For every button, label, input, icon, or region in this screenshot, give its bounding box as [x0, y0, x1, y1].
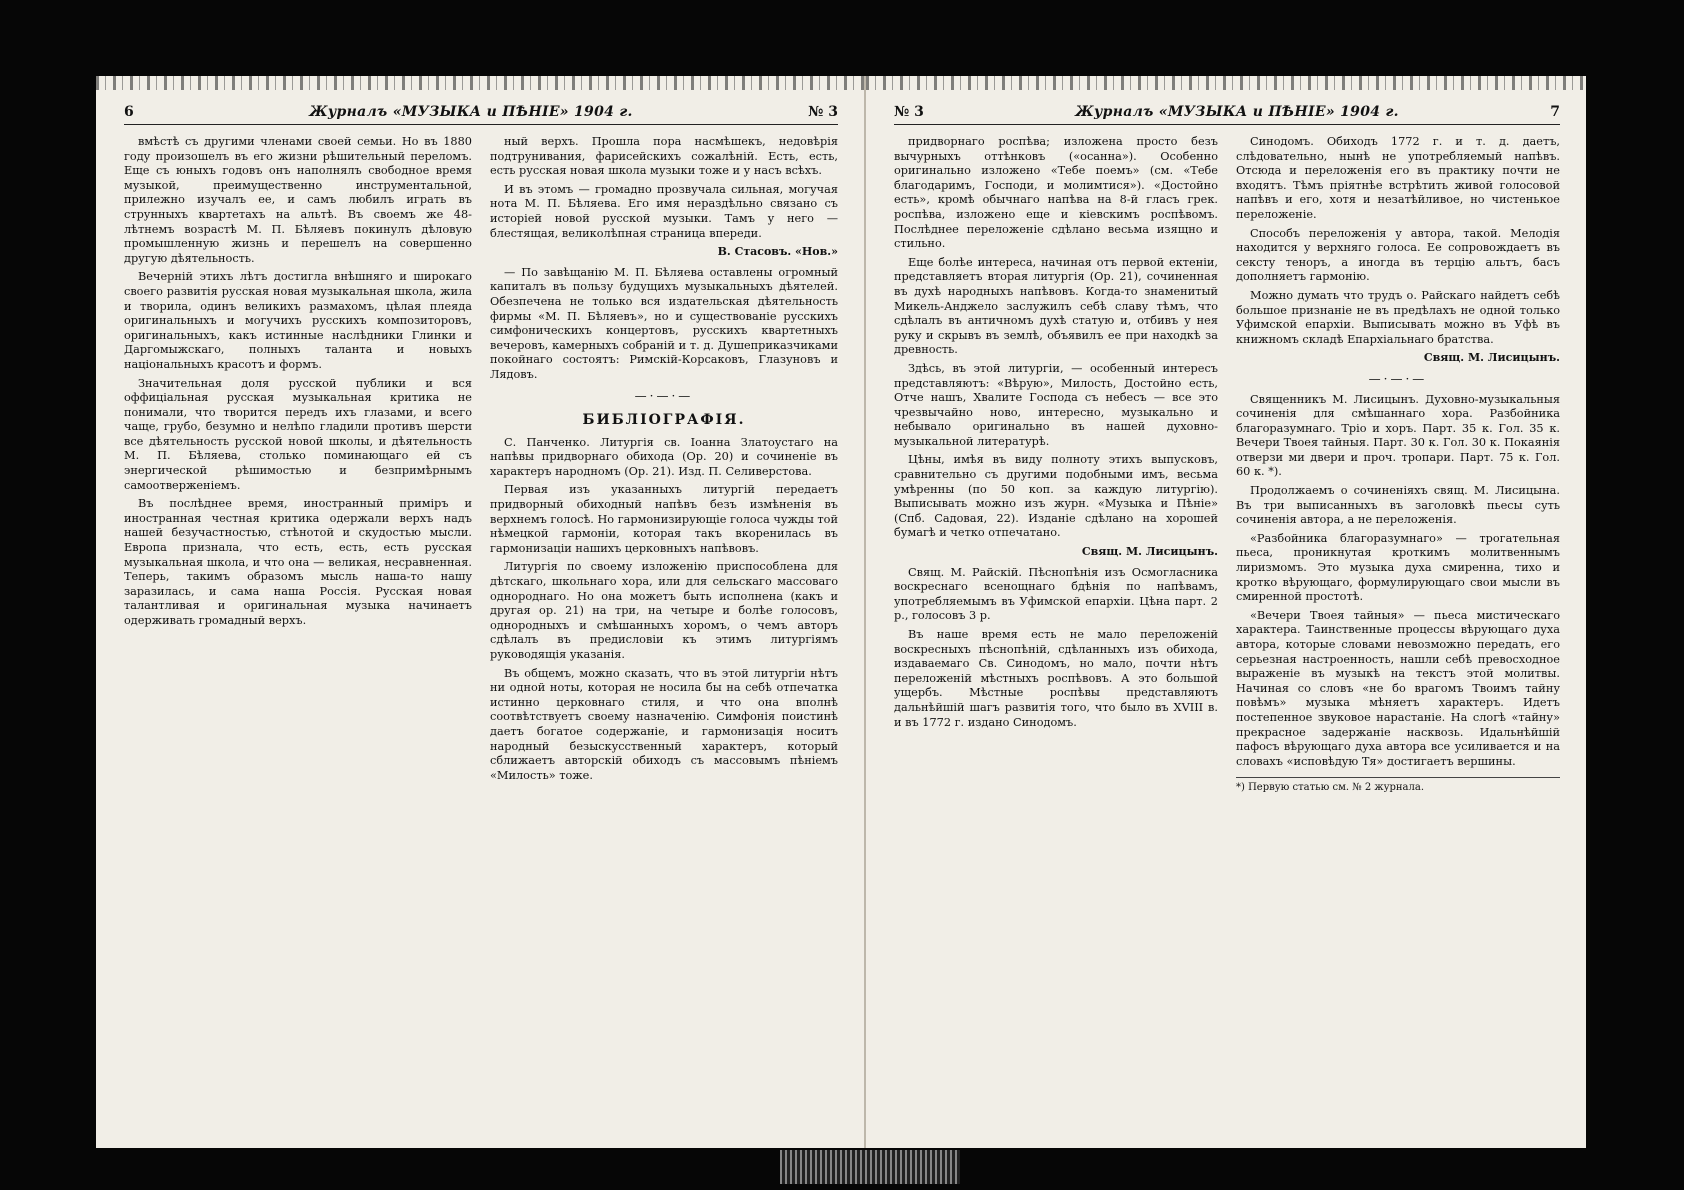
paragraph: Продолжаемъ о сочиненіяхъ свящ. М. Лисицына. Въ три выписанныхъ въ заголовкѣ пьесы суть сочиненія автора, а не переложенія. [1236, 484, 1560, 527]
signature: В. Стасовъ. «Нов.» [717, 245, 838, 259]
right-running-head [894, 98, 1560, 125]
paragraph: Священникъ М. Лисицынъ. Духовно-музыкальныя сочиненія для смѣшаннаго хора. Разбойника благоразумнаго. Тріо и хоръ. Парт. 35 к. Гол. 35 к. Вечери Твоея тайныя. Парт. 30 к. Гол. 30 к. Покаянія отверзи ми двери и проч. тропари. Парт. 75 к. Гол. 60 к. *). [1236, 392, 1560, 479]
scan-edge-artifact [780, 1150, 960, 1184]
left-journal-title: Журналъ «МУЗЫКА и ПѢНІЕ» 1904 г. [309, 104, 633, 120]
left-column-1 [124, 135, 472, 1095]
paragraph: И въ этомъ — громадно прозвучала сильная, могучая нота М. П. Бѣляева. Его имя нераздѣльно связано съ исторіей новой русской музыки. Тамъ у него — блестящая, великолѣпная страница впереди. [490, 182, 838, 240]
right-column-1 [894, 135, 1218, 1095]
footnote: *) Первую статью см. № 2 журнала. [1236, 777, 1560, 796]
right-page [866, 76, 1586, 1148]
left-page [96, 76, 866, 1148]
paragraph: — По завѣщанію М. П. Бѣляева оставлены огромный капиталъ въ пользу будущихъ музыкальныхъ дѣятелей. Обезпечена не только вся издательская дѣятельность фирмы «М. П. Бѣляевъ», но и существованіе русскихъ симфоническихъ концертовъ, русскихъ квартетныхъ вечеровъ, камерныхъ собраній и т. д. Душеприказчиками покойнаго состоятъ: Римскій-Корсаковъ, Глазуновъ и Лядовъ. [490, 265, 838, 381]
paragraph: Способъ переложенія у автора, такой. Мелодія находится у верхняго голоса. Ее сопровождаетъ въ сексту теноръ, а иногда въ терцію альтъ, басъ дополняетъ гармонію. [1236, 226, 1560, 284]
left-page-number: 6 [124, 104, 134, 120]
paragraph: ный верхъ. Прошла пора насмѣшекъ, недовѣрія подтрунивания, фарисейскихъ сожалѣній. Есть, есть, есть русская новая школа музыки тоже и у насъ всѣхъ. [490, 135, 838, 178]
paragraph: Можно думать что трудъ о. Райскаго найдетъ себѣ большое признаніе не въ предѣлахъ не одной только Уфимской епархіи. Выписывать можно въ Уфѣ въ книжномъ складѣ Епархіальнаго братства. [1236, 288, 1560, 346]
paragraph: Первая изъ указанныхъ литургій передаетъ придворный обиходный напѣвъ безъ измѣненія въ верхнемъ голосѣ. Но гармонизирующіе голоса чужды той нѣмецкой гармоніи, которая такъ вкоренилась въ гармонизаціи нашихъ церковныхъ напѣвовъ. [490, 483, 838, 555]
paragraph: С. Панченко. Литургія св. Іоанна Златоустаго на напѣвы придворнаго обихода (Ор. 20) и сочиненіе въ характеръ народномъ (Ор. 21). Изд. П. Селиверстова. [490, 435, 838, 478]
paragraph: вмѣстѣ съ другими членами своей семьи. Но въ 1880 году произошелъ въ его жизни рѣшительный переломъ. Еще съ юныхъ годовъ онъ наполнялъ свободное время музыкой, преимущественно инструментальной, прилежно изучалъ ее, и самъ любилъ играть въ струнныхъ квартетахъ на альтѣ. Въ своемъ же 48-лѣтнемъ возрастѣ М. П. Бѣляевъ покинулъ дѣловую промышленную жизнь и перешелъ на совершенно другую дѣятельность. [124, 135, 472, 265]
left-running-head [124, 98, 838, 125]
paragraph: Въ общемъ, можно сказать, что въ этой литургіи нѣтъ ни одной ноты, которая не носила бы на себѣ отпечатка истинно церковнаго стиля, и что она вполнѣ соотвѣтствуетъ своему назначенію. Симфонія поистинѣ даетъ богатое содержаніе, и гармонизація носитъ народный безыскусственный характеръ, который сближаетъ авторскій обиходъ съ массовымъ пѣніемъ «Милость» тоже. [490, 666, 838, 782]
paragraph: Въ послѣднее время, иностранный приміръ и иностранная честная критика одержали верхъ надъ нашей безучастностью, стѣнотой и скудостью мысли. Европа признала, что есть, есть, есть русская музыкальная школа, и что она — великая, несравненная. Теперь, такимъ образомъ мысль наша-то нашу заразилась, и сама наша Россія. Русская новая талантливая и оригинальная музыка начинаетъ одерживать громадный верхъ. [124, 497, 472, 627]
paragraph: Здѣсь, въ этой литургіи, — особенный интересъ представляютъ: «Вѣрую», Милость, Достойно есть, Отче нашъ, Хвалите Господа съ небесъ — все это чрезвычайно ново, интересно, музыкально и небывало оригинально въ нашей духовно-музыкальной литературѣ. [894, 361, 1218, 448]
ornament-divider: —·—·— [1368, 371, 1428, 386]
right-column-2 [1236, 135, 1560, 1095]
paragraph: «Вечери Твоея тайныя» — пьеса мистическаго характера. Таинственные процессы вѣрующаго духа автора, которые словами невозможно передать, его серьезная настроенность, нашли себѣ превосходное выраженіе въ музыкѣ на текстъ этой молитвы. Начиная со словъ «не бо врагомъ Твоимъ тайну повѣмъ» музыка мѣняетъ характеръ. Идетъ постепенное звуковое нарастаніе. На слогѣ «тайну» прекрасное задержаніе насквозь. Идальнѣйшій пафосъ вѣрующаго духа автора все усиливается и на словахъ «исповѣдую Тя» достигаетъ вершины. [1236, 608, 1560, 768]
right-issue-number: № 3 [894, 104, 924, 120]
section-title: БИБЛІОГРАФІЯ. [582, 412, 746, 429]
signature: Свящ. М. Лисицынъ. [1081, 545, 1218, 559]
paragraph: Свящ. М. Райскій. Пѣснопѣнія изъ Осмогласника воскреснаго всенощнаго бдѣнія по напѣвамъ, употребляемымъ въ Уфимской епархіи. Цѣна парт. 2 р., голосовъ 3 р. [894, 565, 1218, 623]
left-issue-number: № 3 [808, 104, 838, 120]
right-page-number: 7 [1550, 104, 1560, 120]
left-column-2 [490, 135, 838, 1095]
ornament-divider: —·—·— [634, 388, 694, 403]
signature: Свящ. М. Лисицынъ. [1423, 351, 1560, 365]
paragraph: Синодомъ. Обиходъ 1772 г. и т. д. даетъ, слѣдовательно, нынѣ не употребляемый напѣвъ. Отсюда и переложенія его въ практику почти не входятъ. Тѣмъ пріятнѣе встрѣтить живой голосовой напѣвъ и его, хотя и незатѣйливое, но чистенькое переложеніе. [1236, 135, 1560, 221]
paragraph: «Разбойника благоразумнаго» — трогательная пьеса, проникнутая кроткимъ молитвеннымъ лиризмомъ. Это музыка духа смиренна, тихо и кротко вѣрующаго, формулирующаго свои мысли въ смиренной простотѣ. [1236, 531, 1560, 604]
right-journal-title: Журналъ «МУЗЫКА и ПѢНІЕ» 1904 г. [1075, 104, 1399, 120]
paragraph: Въ наше время есть не мало переложеній воскресныхъ пѣснопѣній, сдѣланныхъ изъ обихода, издаваемаго Св. Синодомъ, но мало, почти нѣтъ переложеній мѣстныхъ роспѣвовъ. А это большой ущербъ. Мѣстные роспѣвы представляютъ дальнѣйшій шагъ развитія того, что было въ XVIII в. и въ 1772 г. издано Синодомъ. [894, 628, 1218, 729]
paragraph: Литургія по своему изложенію приспособлена для дѣтскаго, школьнаго хора, или для сельскаго массоваго однороднаго. Но она можетъ быть исполнена (какъ и другая ор. 21) на три, на четыре и болѣе голосовъ, однородныхъ и смѣшанныхъ хоромъ, о чемъ авторъ сдѣлалъ въ предисловіи къ этимъ литургіямъ руководящія указанія. [490, 560, 838, 661]
paragraph: Значительная доля русской публики и вся оффиціальная русская музыкальная критика не понимали, что творится передъ ихъ глазами, и всего чаще, грубо, безумно и нелѣпо гладили противъ шерсти все дѣятельность русской новой школы, и дѣятельность М. П. Бѣляева, столько поминающаго ей съ энергической рѣшимостью и безпримѣрнымъ самоотверженіемъ. [124, 376, 472, 492]
paragraph: Цѣны, имѣя въ виду полноту этихъ выпусковъ, сравнительно съ другими подобными имъ, весьма умѣренны (по 50 коп. за каждую литургію). Выписывать можно изъ журн. «Музыка и Пѣніе» (Спб. Садовая, 22). Изданіе сдѣлано на хорошей бумагѣ и четко отпечатано. [894, 453, 1218, 540]
paragraph: придворнаго роспѣва; изложена просто безъ вычурныхъ оттѣнковъ («осанна»). Особенно оригинально изложено «Тебе поемъ» (см. «Тебе благодаримъ, Господи, и молимтися»). «Достойно есть», кромѣ обычнаго напѣва на 8-й гласъ грек. роспѣва, изложено еще и кіевскимъ роспѣвомъ. Послѣднее переложеніе сдѣлано весьма изящно и стильно. [894, 135, 1218, 251]
paragraph: Еще болѣе интереса, начиная отъ первой ектеніи, представляетъ вторая литургія (Ор. 21), сочиненная въ духѣ народныхъ напѣвовъ. Когда-то знаменитый Микель-Анджело заслужилъ себѣ славу тѣмъ, что сдѣлалъ въ античномъ духѣ статую и, отбивъ у нея руку и скрывъ въ землѣ, объявилъ ее при находкѣ за древность. [894, 255, 1218, 357]
paragraph: Вечерній этихъ лѣтъ достигла внѣшняго и широкаго своего развитія русская новая музыкальная школа, жила и творила, одинъ великихъ размахомъ, цѣлая плеяда оригинальныхъ и могучихъ русскихъ композиторовъ, оригинальныхъ, какъ истинные наслѣдники Глинки и Даргомыжскаго, полныхъ таланта и новыхъ національныхъ красотъ и формъ. [124, 270, 472, 371]
